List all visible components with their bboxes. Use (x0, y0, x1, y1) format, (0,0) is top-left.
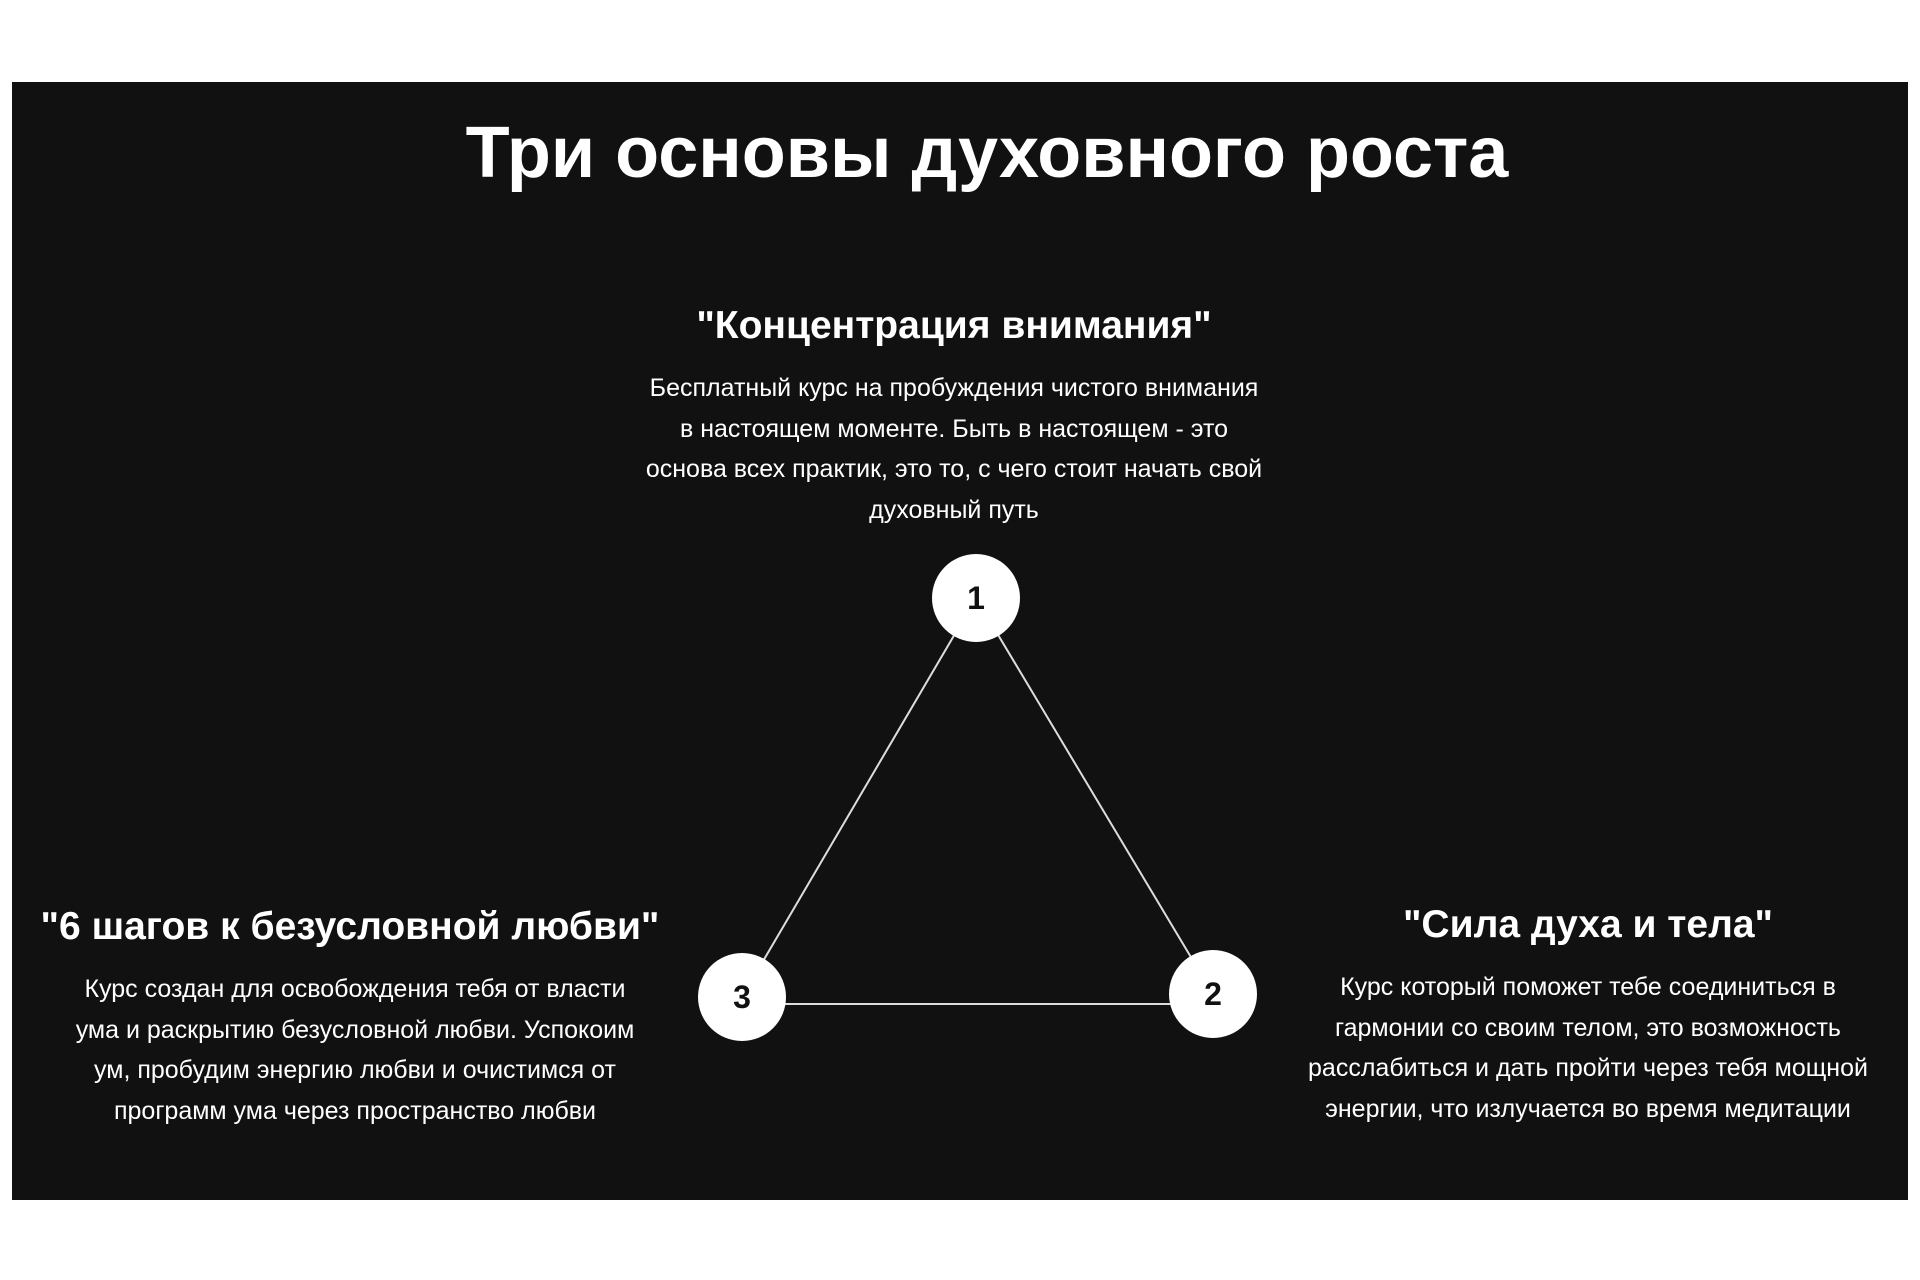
edge-1-2 (976, 598, 1213, 994)
course-heading: "Концентрация внимания" (696, 304, 1212, 347)
course-block-strength (1288, 901, 1888, 1129)
step-badge-1: 1 (932, 554, 1020, 642)
course-heading: "Сила духа и тела" (1402, 903, 1774, 946)
course-description: Бесплатный курс на пробуждения чистого внимания в настоящем моменте. Быть в настоящем - это основа всех практик, это то, с чего стоит начать свой духовный путь (645, 374, 1263, 524)
page-title: Три основы духовного роста (465, 113, 1509, 193)
course-description: Курс создан для освобождения тебя от власти ума и раскрытию безусловной любви. Успокоим ум, пробудим энергию любви и очистимся от программ ума через пространство любви (75, 975, 635, 1125)
step-badge-2: 2 (1169, 950, 1257, 1038)
step-badge-3: 3 (698, 953, 786, 1041)
course-heading: "6 шагов к безусловной любви" (40, 905, 660, 948)
course-block-concentration (644, 302, 1264, 530)
course-description: Курс который поможет тебе соединиться в гармонии со своим телом, это возможность расслабиться и дать пройти через тебя мощной энергии, что излучается во время медитации (1308, 973, 1868, 1123)
edge-1-3 (742, 598, 976, 997)
course-block-love (40, 903, 660, 1131)
